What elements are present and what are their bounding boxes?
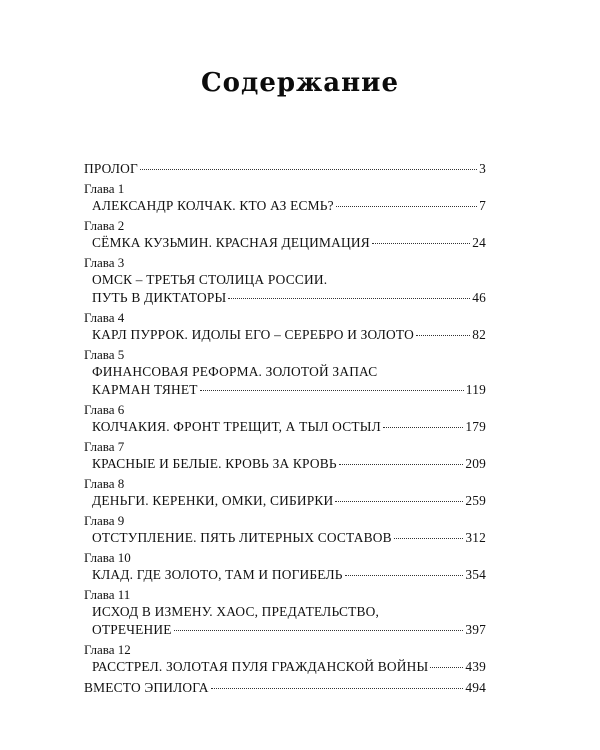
chapter-label: Глава 11: [84, 587, 131, 602]
toc-entry: [84, 439, 486, 476]
toc-entry: [84, 402, 486, 439]
page-number: 439: [465, 659, 486, 674]
chapter-title: ОМСК – ТРЕТЬЯ СТОЛИЦА РОССИИ.: [92, 272, 328, 287]
toc-entry: [84, 513, 486, 550]
toc-entry: [84, 181, 486, 218]
dot-leader: [211, 688, 464, 689]
toc-line: [84, 679, 486, 697]
chapter-title: КАРМАН ТЯНЕТ: [92, 382, 198, 397]
page-number: 46: [472, 290, 486, 305]
toc-line: [84, 326, 486, 344]
page-number: 7: [479, 198, 486, 213]
page-number: 397: [465, 622, 486, 637]
dot-leader: [174, 630, 464, 631]
toc-entry: [84, 160, 486, 181]
dot-leader: [336, 206, 477, 207]
toc-entry: [84, 642, 486, 679]
chapter-title: ОТСТУПЛЕНИЕ. ПЯТЬ ЛИТЕРНЫХ СОСТАВОВ: [92, 530, 392, 545]
chapter-title: КРАСНЫЕ И БЕЛЫЕ. КРОВЬ ЗА КРОВЬ: [92, 456, 337, 471]
toc-line: [84, 381, 486, 399]
toc-line: [84, 418, 486, 436]
chapter-title: АЛЕКСАНДР КОЛЧАК. КТО АЗ ЕСМЬ?: [92, 198, 334, 213]
toc-entry: [84, 310, 486, 347]
dot-leader: [430, 667, 463, 668]
toc-entry: [84, 255, 486, 310]
chapter-title: ИСХОД В ИЗМЕНУ. ХАОС, ПРЕДАТЕЛЬСТВО,: [92, 604, 380, 619]
chapter-label: Глава 10: [84, 550, 131, 565]
table-of-contents: [84, 160, 486, 697]
toc-line: [84, 234, 486, 252]
dot-leader: [394, 538, 464, 539]
toc-entry: [84, 347, 486, 402]
toc-line: [84, 363, 486, 381]
page-number: 209: [465, 456, 486, 471]
chapter-label: Глава 9: [84, 513, 125, 528]
chapter-label: Глава 8: [84, 476, 125, 491]
dot-leader: [228, 298, 470, 299]
toc-line: [84, 658, 486, 676]
toc-line: [84, 603, 486, 621]
dot-leader: [416, 335, 470, 336]
dot-leader: [339, 464, 464, 465]
page-number: 494: [465, 680, 486, 695]
chapter-label: Глава 12: [84, 642, 131, 657]
page-number: 82: [472, 327, 486, 342]
toc-line: [84, 621, 486, 639]
toc-entry: [84, 587, 486, 642]
chapter-title: ОТРЕЧЕНИЕ: [92, 622, 172, 637]
toc-entry: [84, 476, 486, 513]
toc-line: [84, 271, 486, 289]
chapter-title: СЁМКА КУЗЬМИН. КРАСНАЯ ДЕЦИМАЦИЯ: [92, 235, 370, 250]
toc-line: [84, 289, 486, 307]
chapter-label: Глава 6: [84, 402, 125, 417]
chapter-title: ВМЕСТО ЭПИЛОГА: [84, 680, 209, 695]
toc-line: [84, 566, 486, 584]
toc-line: [84, 455, 486, 473]
dot-leader: [335, 501, 463, 502]
toc-entry: [84, 550, 486, 587]
chapter-label: Глава 5: [84, 347, 125, 362]
chapter-label: Глава 4: [84, 310, 125, 325]
toc-entry: [84, 218, 486, 255]
chapter-label: Глава 2: [84, 218, 125, 233]
page-number: 24: [472, 235, 486, 250]
chapter-title: ФИНАНСОВАЯ РЕФОРМА. ЗОЛОТОЙ ЗАПАС: [92, 364, 378, 379]
page-number: 312: [465, 530, 486, 545]
toc-entry: [84, 679, 486, 697]
chapter-title: РАССТРЕЛ. ЗОЛОТАЯ ПУЛЯ ГРАЖДАНСКОЙ ВОЙНЫ: [92, 659, 429, 674]
toc-line: [84, 492, 486, 510]
page-number: 259: [465, 493, 486, 508]
dot-leader: [345, 575, 464, 576]
dot-leader: [140, 169, 477, 170]
chapter-title: ПУТЬ В ДИКТАТОРЫ: [92, 290, 227, 305]
toc-line: [84, 160, 486, 178]
page-number: 354: [465, 567, 486, 582]
page-title: Содержание: [200, 68, 400, 98]
dot-leader: [372, 243, 470, 244]
chapter-label: Глава 3: [84, 255, 125, 270]
chapter-title: КОЛЧАКИЯ. ФРОНТ ТРЕЩИТ, А ТЫЛ ОСТЫЛ: [92, 419, 381, 434]
dot-leader: [200, 390, 464, 391]
chapter-title: ДЕНЬГИ. КЕРЕНКИ, ОМКИ, СИБИРКИ: [92, 493, 334, 508]
chapter-title: ПРОЛОГ: [84, 161, 138, 176]
page-number: 3: [479, 161, 486, 176]
page-number: 179: [465, 419, 486, 434]
page-number: 119: [465, 382, 486, 397]
chapter-title: КЛАД. ГДЕ ЗОЛОТО, ТАМ И ПОГИБЕЛЬ: [92, 567, 343, 582]
chapter-label: Глава 1: [84, 181, 125, 196]
chapter-label: Глава 7: [84, 439, 125, 454]
dot-leader: [383, 427, 463, 428]
chapter-title: КАРЛ ПУРРОК. ИДОЛЫ ЕГО – СЕРЕБРО И ЗОЛОТО: [92, 327, 414, 342]
toc-line: [84, 529, 486, 547]
toc-line: [84, 197, 486, 215]
